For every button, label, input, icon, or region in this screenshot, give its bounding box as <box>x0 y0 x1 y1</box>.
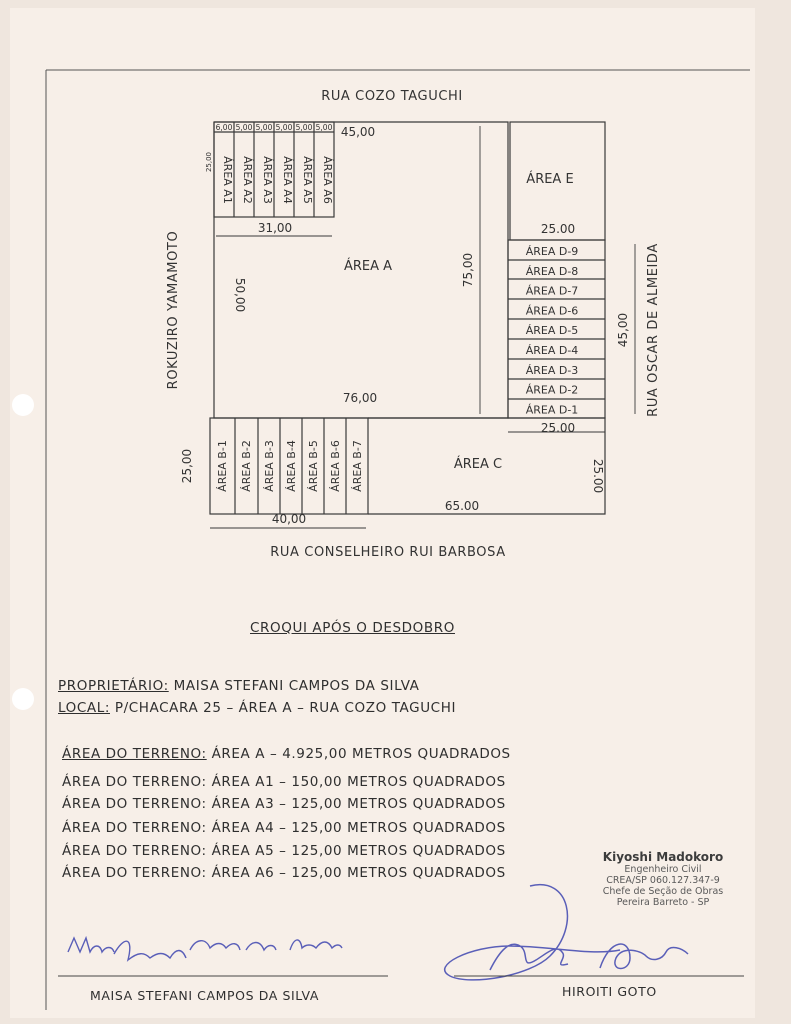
area-line-value: ÁREA A4 – 125,00 METROS QUADRADOS <box>206 820 506 836</box>
area-d-sub-label: ÁREA D-5 <box>525 324 579 338</box>
area-b-sub-label: ÁREA B-3 <box>263 440 276 492</box>
area-b-sub-label: ÁREA B-7 <box>351 440 364 492</box>
area-line <box>62 746 511 762</box>
area-d-sub-label: ÁREA D-1 <box>525 403 579 417</box>
area-a-sub-label: ÁREA A2 <box>241 156 254 204</box>
area-line <box>62 796 506 812</box>
area-line <box>62 843 506 859</box>
area-line-value: ÁREA A6 – 125,00 METROS QUADRADOS <box>206 865 506 881</box>
area-d-sub-label: ÁREA D-8 <box>525 264 579 278</box>
area-a-sub-width-label: 5,00 <box>315 123 333 132</box>
document-title: CROQUI APÓS O DESDOBRO <box>250 620 455 636</box>
area-line-label: ÁREA DO TERRENO: <box>62 820 207 836</box>
area-e-label: ÁREA E <box>526 172 574 187</box>
stamp-title: Engenheiro Civil <box>624 864 702 875</box>
area-b-left-dim: 25,00 <box>180 448 194 484</box>
street-bottom-label: RUA CONSELHEIRO RUI BARBOSA <box>270 545 506 560</box>
area-a-right-dim: 75,00 <box>461 252 475 288</box>
area-line-value: ÁREA A – 4.925,00 METROS QUADRADOS <box>206 746 511 762</box>
area-d-sub-label: ÁREA D-4 <box>525 344 579 357</box>
area-a-sub-label: ÁREA A1 <box>221 156 234 204</box>
stamp-city: Pereira Barreto - SP <box>616 897 710 908</box>
area-line-label: ÁREA DO TERRENO: <box>62 774 207 790</box>
street-left-label: ROKUZIRO YAMAMOTO <box>166 230 181 390</box>
street-right-label: RUA OSCAR DE ALMEIDA <box>646 243 661 417</box>
area-b-sub-label: ÁREA B-6 <box>329 440 342 492</box>
area-a-sub-areas <box>221 156 334 204</box>
area-b-sub-label: ÁREA B-2 <box>240 440 253 492</box>
area-a-left-dim: 50,00 <box>233 277 247 313</box>
area-c-bottom-dim: 65.00 <box>444 499 480 513</box>
area-line-value: ÁREA A1 – 150,00 METROS QUADRADOS <box>206 774 506 790</box>
area-a-sub-label: ÁREA A4 <box>281 156 294 204</box>
owner-line <box>58 678 420 694</box>
area-a-bottom-dim: 76,00 <box>342 391 378 405</box>
area-b-sub-areas <box>216 440 364 492</box>
area-d-sub-areas <box>526 245 579 416</box>
location-value: P/CHACARA 25 – ÁREA A – RUA COZO TAGUCHI <box>110 700 457 716</box>
area-d-sub-label: ÁREA D-6 <box>525 304 579 318</box>
owner-label: PROPRIETÁRIO: <box>58 678 169 694</box>
area-a-sub-width-label: 5,00 <box>235 123 253 132</box>
area-d-bottom-dim: 25.00 <box>540 421 576 435</box>
street-top-label: RUA COZO TAGUCHI <box>321 89 463 104</box>
area-d-right-dim: 45,00 <box>616 312 630 348</box>
owner-printed-name: MAISA STEFANI CAMPOS DA SILVA <box>90 988 319 1003</box>
area-a-sub-width-label: 5,00 <box>255 123 273 132</box>
area-d-sub-label: ÁREA D-2 <box>525 383 579 397</box>
area-a-sub-label: ÁREA A5 <box>301 156 314 204</box>
owner-signature <box>68 938 342 960</box>
area-b-sub-label: ÁREA B-1 <box>216 440 229 492</box>
area-line-value: ÁREA A3 – 125,00 METROS QUADRADOS <box>206 796 506 812</box>
area-line-value: ÁREA A5 – 125,00 METROS QUADRADOS <box>206 843 506 859</box>
engineer-signature <box>445 885 688 980</box>
owner-value: MAISA STEFANI CAMPOS DA SILVA <box>168 678 420 694</box>
area-a-label: ÁREA A <box>343 259 393 274</box>
area-a-sub-width-label: 5,00 <box>295 123 313 132</box>
area-line <box>62 774 506 790</box>
area-b-bottom-dim: 40,00 <box>271 512 307 526</box>
area-a-sub-depth: 25,00 <box>205 151 213 173</box>
area-line-label: ÁREA DO TERRENO: <box>62 865 207 881</box>
area-line-label: ÁREA DO TERRENO: <box>62 796 207 812</box>
stamp-role: Chefe de Seção de Obras <box>602 886 724 897</box>
location-label: LOCAL: <box>58 700 110 716</box>
area-d-sub-label: ÁREA D-9 <box>525 245 579 258</box>
area-d-top-dim: 25.00 <box>540 222 576 236</box>
stamp-name: Kiyoshi Madokoro <box>602 850 724 864</box>
area-d-sub-label: ÁREA D-3 <box>525 363 579 377</box>
area-b-sub-label: ÁREA B-5 <box>307 440 320 492</box>
plan-labels <box>10 8 755 568</box>
area-c-right-dim: 25.00 <box>591 458 605 494</box>
document-page <box>10 8 755 1018</box>
area-b-sub-label: ÁREA B-4 <box>285 440 298 492</box>
area-a-sub-label: ÁREA A6 <box>321 156 334 204</box>
area-line <box>62 820 506 836</box>
area-a-sub-widths <box>216 123 333 132</box>
area-line-label: ÁREA DO TERRENO: <box>62 843 207 859</box>
area-a-sub-width: 31,00 <box>257 221 293 235</box>
area-c-label: ÁREA C <box>453 457 503 472</box>
area-a-sub-label: ÁREA A3 <box>261 156 274 204</box>
area-a-top-dim: 45,00 <box>340 125 376 139</box>
stamp-crea: CREA/SP 060.127.347-9 <box>606 875 720 886</box>
area-a-sub-width-label: 5,00 <box>275 123 293 132</box>
location-line <box>58 700 456 716</box>
area-d-sub-label: ÁREA D-7 <box>525 284 579 298</box>
area-a-sub-width-label: 6,00 <box>215 123 233 132</box>
area-line-label: ÁREA DO TERRENO: <box>62 746 207 762</box>
engineer-printed-name: HIROITI GOTO <box>562 984 657 999</box>
